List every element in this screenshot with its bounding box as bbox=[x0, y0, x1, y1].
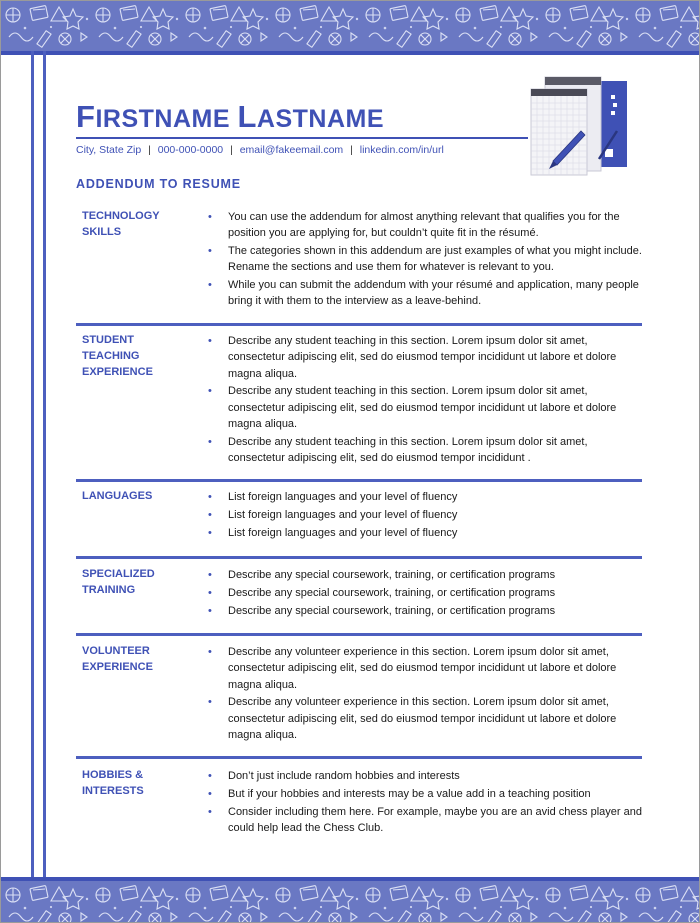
list-item: • List foreign languages and your level of fluency bbox=[208, 491, 458, 503]
bullet-list bbox=[206, 489, 642, 542]
bullet-list bbox=[206, 644, 642, 745]
section-divider bbox=[76, 479, 642, 482]
bullet-list bbox=[206, 768, 642, 838]
section-title: SPECIALIZED TRAINING bbox=[82, 568, 155, 596]
list-item: • Describe any special coursework, training, or certification programs bbox=[208, 604, 556, 617]
list-item: • Consider including them here. For example, maybe you are an avid chess player and could help lead the Chess Club. bbox=[208, 805, 642, 834]
section-technology-skills bbox=[76, 209, 642, 327]
notepad-pen-icon bbox=[525, 75, 629, 177]
left-rail-outer bbox=[31, 51, 34, 881]
list-item: • Don’t just include random hobbies and interests bbox=[208, 770, 460, 782]
list-item: • Describe any special coursework, training, or certification programs bbox=[208, 586, 556, 599]
section-title: STUDENT TEACHING EXPERIENCE bbox=[82, 334, 153, 378]
list-item: • The categories shown in this addendum are just examples of what you might include. Rename the sections and use them for whatever is relevant to you. bbox=[208, 245, 642, 274]
bullet-list bbox=[206, 567, 642, 620]
section-divider bbox=[76, 633, 642, 636]
top-pattern-border bbox=[1, 51, 700, 55]
section-languages bbox=[76, 489, 642, 561]
section-divider bbox=[76, 556, 642, 559]
left-rail-inner bbox=[43, 51, 46, 881]
list-item: • Describe any special coursework, training, or certification programs bbox=[208, 569, 556, 581]
top-doodle-pattern bbox=[1, 1, 700, 51]
list-item: • List foreign languages and your level of fluency bbox=[208, 508, 458, 521]
section-title: HOBBIES & INTERESTS bbox=[82, 769, 144, 797]
section-volunteer-experience bbox=[76, 644, 642, 762]
section-hobbies-interests bbox=[76, 768, 642, 848]
contact-line: City, State Zip | 000-000-0000 | email@fakeemail.com | linkedin.com/in/url bbox=[76, 144, 444, 156]
contact-email[interactable]: email@fakeemail.com bbox=[239, 144, 344, 156]
list-item: • You can use the addendum for almost anything relevant that qualifies you for the position you are applying for, but couldn’t quite fit in the résumé. bbox=[208, 211, 620, 240]
section-specialized-training bbox=[76, 567, 642, 639]
section-divider bbox=[76, 756, 642, 759]
bottom-doodle-pattern bbox=[1, 881, 700, 923]
section-title: TECHNOLOGY SKILLS bbox=[82, 210, 160, 238]
header-rule bbox=[76, 137, 528, 139]
list-item: • List foreign languages and your level of fluency bbox=[208, 526, 458, 539]
section-student-teaching bbox=[76, 333, 642, 483]
list-item: • Describe any volunteer experience in this section. Lorem ipsum dolor sit amet, consectetur adipiscing elit, sed do eiusmod tempor incididunt ut labore et dolore magna aliqua. bbox=[208, 696, 617, 741]
bullet-list bbox=[206, 209, 642, 311]
candidate-name: FIRSTNAME LASTNAME bbox=[76, 99, 384, 134]
contact-linkedin[interactable]: linkedin.com/in/url bbox=[359, 144, 444, 156]
bullet-list bbox=[206, 333, 642, 468]
list-item: • While you can submit the addendum with your résumé and application, many people bring it with them to the interview as a leave-behind. bbox=[208, 279, 639, 308]
list-item: • Describe any student teaching in this section. Lorem ipsum dolor sit amet, consectetur adipiscing elit, sed do eiusmod tempor incididunt ut labore et dolore magna aliqua. bbox=[208, 335, 617, 380]
contact-phone: 000-000-0000 bbox=[157, 144, 224, 156]
section-divider bbox=[76, 323, 642, 326]
list-item: • Describe any student teaching in this section. Lorem ipsum dolor sit amet, consectetur adipiscing elit, sed do eiusmod tempor incididunt . bbox=[208, 435, 588, 465]
list-item: • Describe any student teaching in this section. Lorem ipsum dolor sit amet, consectetur adipiscing elit, sed do eiusmod tempor incididunt ut labore et dolore magna aliqua. bbox=[208, 385, 617, 430]
contact-location: City, State Zip bbox=[76, 144, 142, 156]
section-title: LANGUAGES bbox=[82, 490, 153, 502]
list-item: • But if your hobbies and interests may be a value add in a teaching position bbox=[208, 787, 591, 800]
section-title: VOLUNTEER EXPERIENCE bbox=[82, 645, 153, 673]
document-title: ADDENDUM TO RESUME bbox=[76, 177, 241, 191]
list-item: • Describe any volunteer experience in this section. Lorem ipsum dolor sit amet, consectetur adipiscing elit, sed do eiusmod tempor incididunt ut labore et dolore magna aliqua. bbox=[208, 646, 617, 691]
